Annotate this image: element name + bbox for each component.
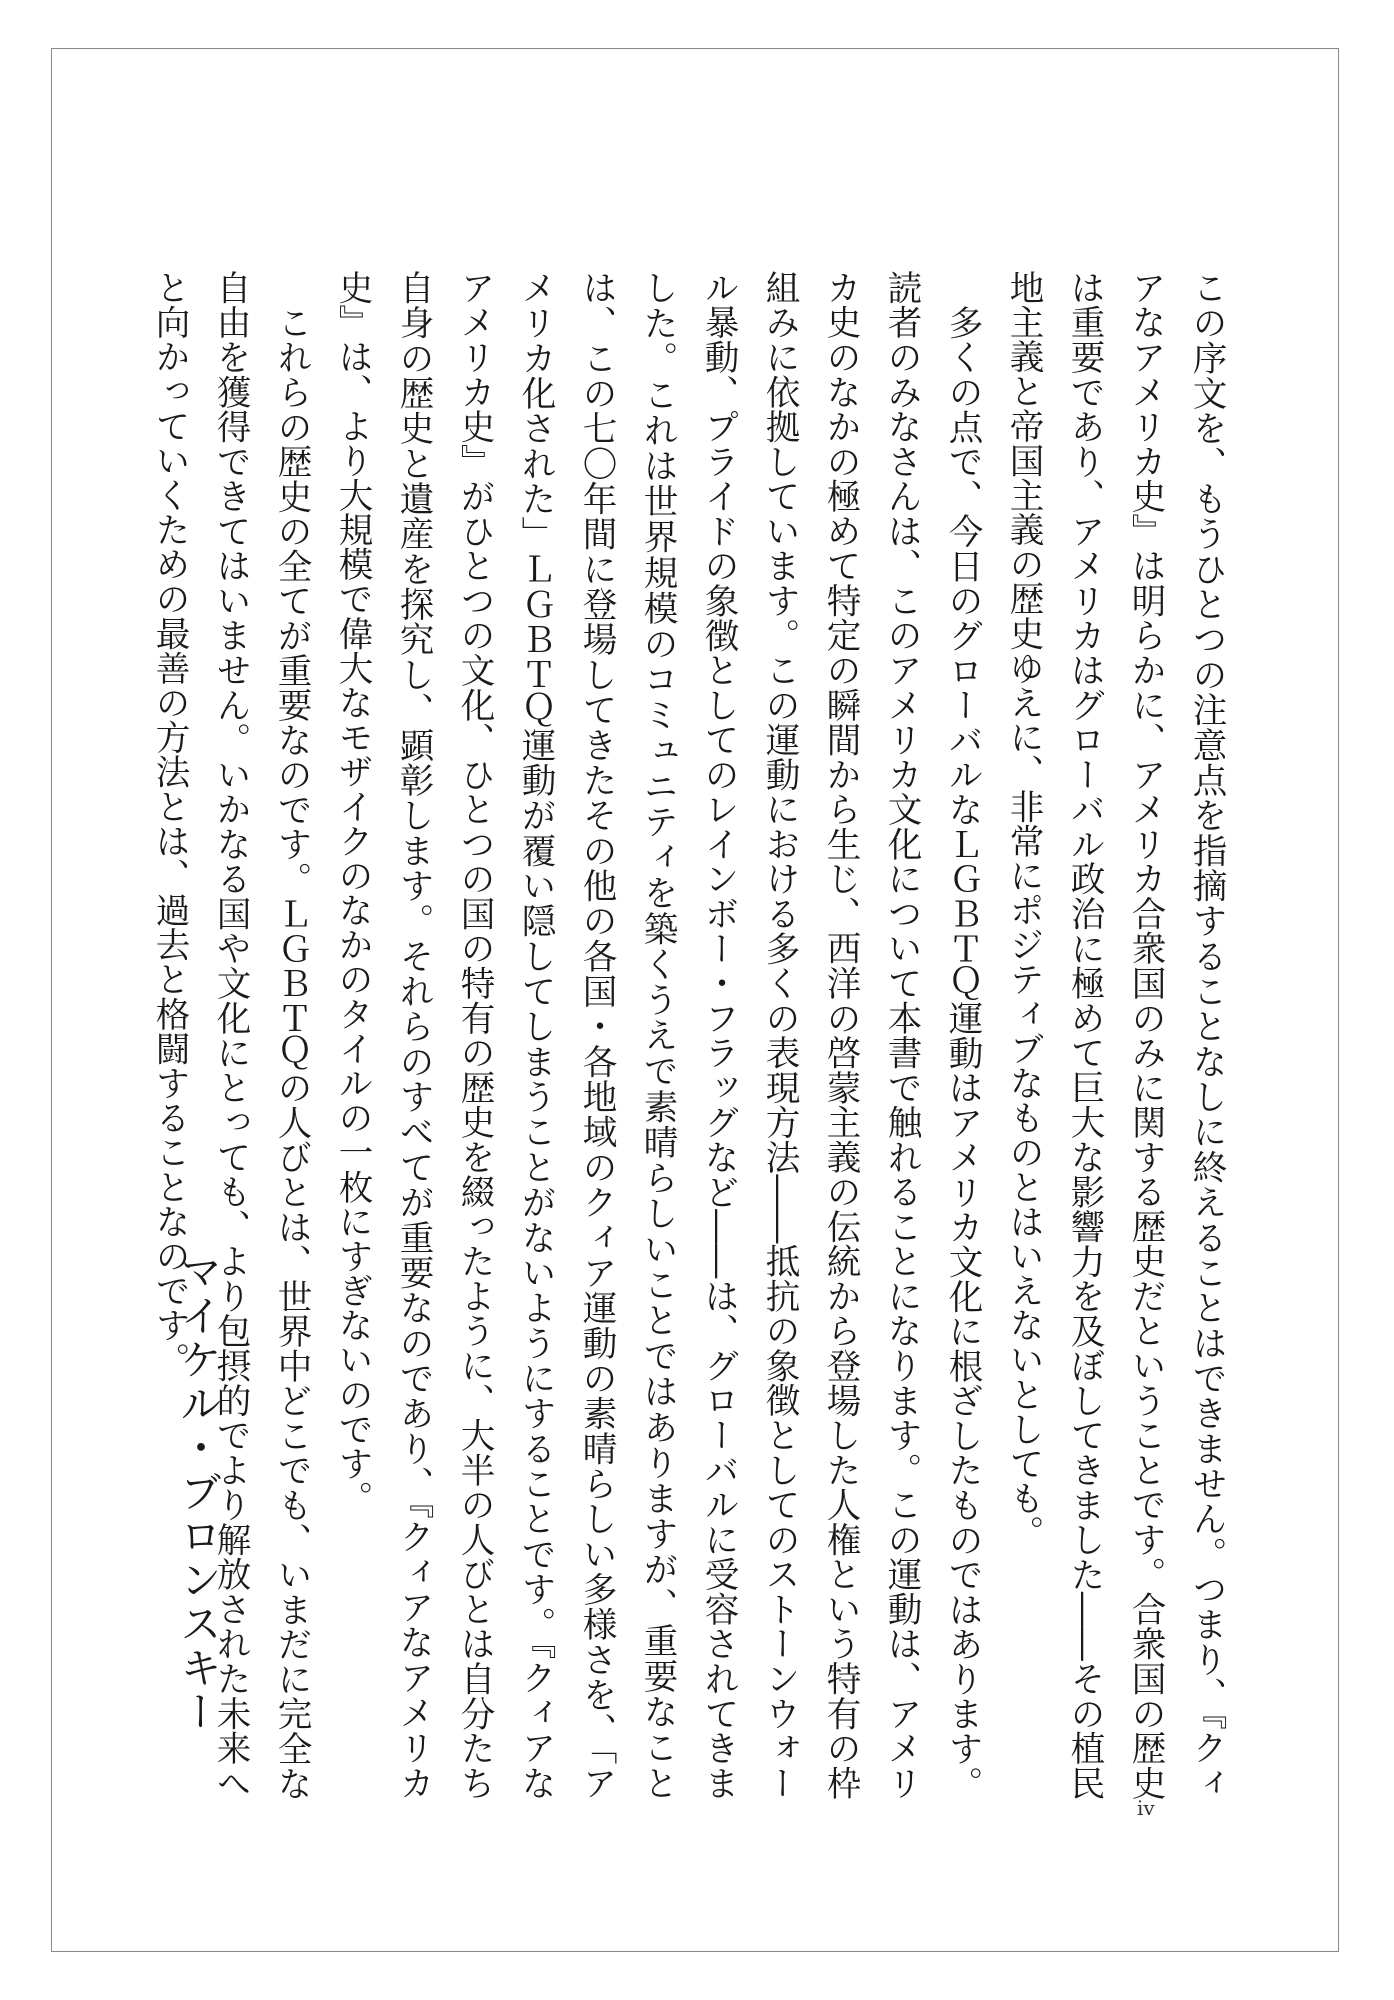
preface-body bbox=[138, 270, 1236, 1800]
author-signature: マイケル・ブロンスキー bbox=[174, 1250, 223, 1734]
paragraph-2: 多くの点で、今日のグローバルなＬＧＢＴＱ運動はアメリカ文化に根ざしたものではあります。読者のみなさんは、このアメリカ文化について本書で触れることになります。この運動は、アメリカ史のなかの極めて特定の瞬間から生じ、西洋の啓蒙主義の伝統から登場した人権という特有の枠組みに依拠しています。この運動における多くの表現方法――抵抗の象徴としてのストーンウォール暴動、プライドの象徴としてのレインボー・フラッグなど――は、グローバルに受容されてきました。これは世界規模のコミュニティを築くうえで素晴らしいことではありますが、重要なことは、この七〇年間に登場してきたその他の各国・各地域のクィア運動の素晴らしい多様さを、「アメリカ化された」ＬＧＢＴＱ運動が覆い隠してしまうことがないようにすることです。『クィアなアメリカ史』がひとつの文化、ひとつの国の特有の歴史を綴ったように、大半の人びとは自分たち自身の歴史と遺産を探究し、顕彰します。それらのすべてが重要なのであり、『クィアなアメリカ史』は、より大規模で偉大なモザイクのなかのタイルの一枚にすぎないのです。 bbox=[332, 270, 982, 1800]
paragraph-3: これらの歴史の全てが重要なのです。ＬＧＢＴＱの人びとは、世界中どこでも、いまだに完全な自由を獲得できてはいません。いかなる国や文化にとっても、より包摂的でより解放された未来へと向かっていくための最善の方法とは、過去と格闘することなのです。 bbox=[149, 270, 311, 1800]
page-number: iv bbox=[1137, 1796, 1155, 1820]
paragraph-1: この序文を、もうひとつの注意点を指摘することなしに終えることはできません。つまり、『クィアなアメリカ史』は明らかに、アメリカ合衆国のみに関する歴史だということです。合衆国の歴史は重要であり、アメリカはグローバル政治に極めて巨大な影響力を及ぼしてきました――その植民地主義と帝国主義の歴史ゆえに、非常にポジティブなものとはいえないとしても。 bbox=[1003, 270, 1226, 1800]
